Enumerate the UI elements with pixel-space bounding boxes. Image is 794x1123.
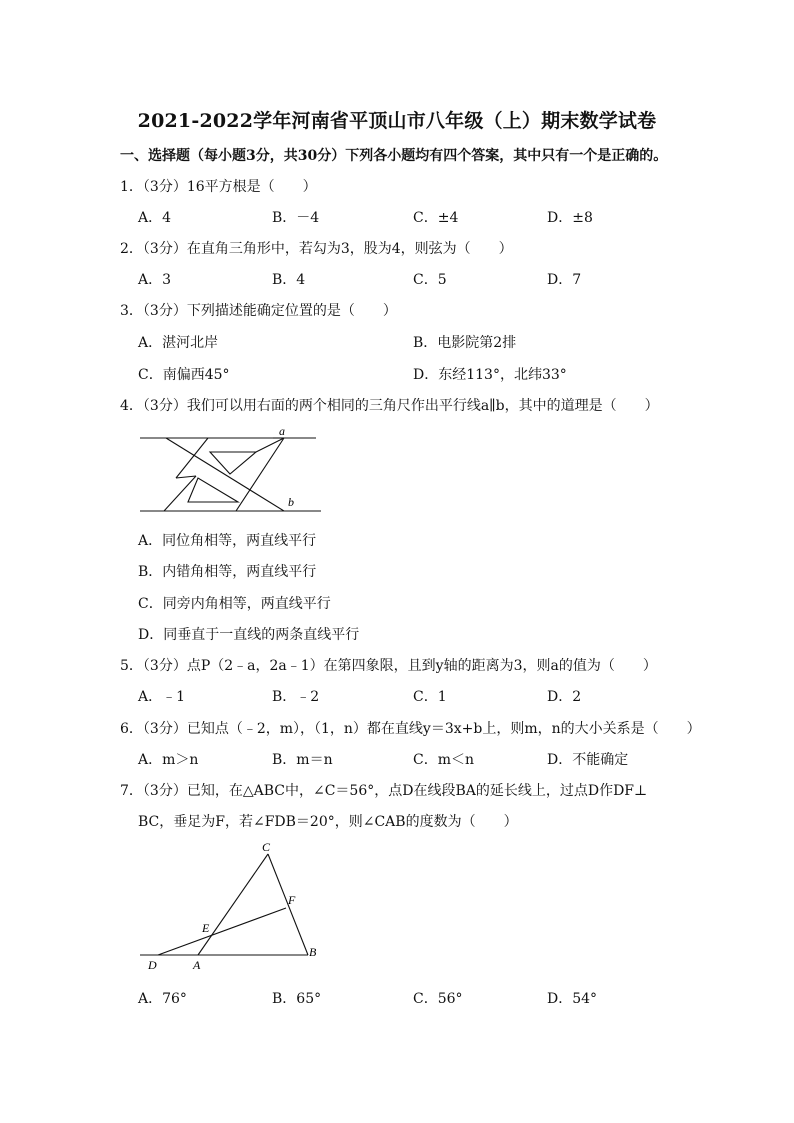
option-a: A．同位角相等，两直线平行 [138, 533, 317, 549]
label-e: E [202, 921, 210, 935]
option-c: C．5 [413, 272, 447, 288]
option-b: B．4 [272, 272, 306, 288]
option-c: C．南偏西45° [138, 367, 230, 383]
question-7 [120, 780, 647, 800]
option-b: B．65° [272, 991, 322, 1007]
section-heading: 一、选择题（每小题3分，共30分）下列各小题均有四个答案，其中只有一个是正确的。 [120, 148, 668, 164]
option-b: B．﹣2 [272, 689, 320, 705]
question-number: 4． [120, 398, 143, 414]
question-stem: （3分）下列描述能确定位置的是（ ） [142, 303, 397, 319]
option-d: D．54° [547, 991, 598, 1007]
question-number: 2． [120, 241, 143, 257]
option-a: A．m＞n [138, 752, 199, 768]
option-b: B．m＝n [272, 752, 333, 768]
question-4 [120, 395, 659, 415]
question-3 [120, 300, 397, 320]
label-a: A [193, 958, 201, 972]
option-b: B．电影院第2排 [413, 335, 517, 351]
question-6 [120, 718, 701, 738]
label-d: D [148, 958, 157, 972]
option-d: D．7 [547, 272, 582, 288]
option-c: C．±4 [413, 210, 459, 226]
option-b: B．内错角相等，两直线平行 [138, 564, 317, 580]
question-number: 6． [120, 721, 143, 737]
question-stem: （3分）我们可以用右面的两个相同的三角尺作出平行线a∥b，其中的道理是（ ） [142, 398, 659, 414]
option-d: D．不能确定 [547, 752, 629, 768]
question-5 [120, 655, 657, 675]
option-a: A．湛河北岸 [138, 335, 219, 351]
label-b: B [309, 945, 317, 959]
question-stem: （3分）16平方根是（ ） [142, 179, 317, 195]
label-c: C [262, 840, 271, 854]
option-a: A．﹣1 [138, 689, 186, 705]
question-number: 5． [120, 658, 143, 674]
triangle-figure [138, 838, 328, 974]
question-stem: （3分）点P（2﹣a，2a﹣1）在第四象限，且到y轴的距离为3，则a的值为（ ） [142, 658, 657, 674]
question-1 [120, 176, 317, 196]
option-a: A．4 [138, 210, 172, 226]
option-b: B．－4 [272, 210, 320, 226]
question-number: 1． [120, 179, 143, 195]
question-stem: （3分）已知点（﹣2，m），（1，n）都在直线y＝3x+b上，则m，n的大小关系是（ ） [142, 721, 701, 737]
question-stem: （3分）已知，在△ABC中，∠C＝56°，点D在线段BA的延长线上，过点D作DF⊥ [142, 783, 648, 799]
page-title: 2021-2022学年河南省平顶山市八年级（上）期末数学试卷 [137, 110, 657, 132]
question-number: 3． [120, 303, 143, 319]
option-d: D．±8 [547, 210, 593, 226]
option-c: C．56° [413, 991, 463, 1007]
option-d: D．2 [547, 689, 582, 705]
label-b: b [288, 495, 294, 509]
option-c: C．1 [413, 689, 447, 705]
option-c: C．同旁内角相等，两直线平行 [138, 596, 331, 612]
question-2 [120, 238, 513, 258]
option-d: D．东经113°，北纬33° [413, 367, 567, 383]
option-a: A．76° [138, 991, 187, 1007]
question-stem: （3分）在直角三角形中，若勾为3，股为4，则弦为（ ） [142, 241, 513, 257]
label-a: a [279, 424, 285, 438]
option-d: D．同垂直于一直线的两条直线平行 [138, 627, 360, 643]
option-c: C．m＜n [413, 752, 475, 768]
label-f: F [288, 893, 296, 907]
option-a: A．3 [138, 272, 172, 288]
question-7-continued: BC，垂足为F，若∠FDB＝20°，则∠CAB的度数为（ ） [138, 814, 518, 830]
question-number: 7． [120, 783, 143, 799]
parallel-lines-figure [138, 422, 323, 518]
